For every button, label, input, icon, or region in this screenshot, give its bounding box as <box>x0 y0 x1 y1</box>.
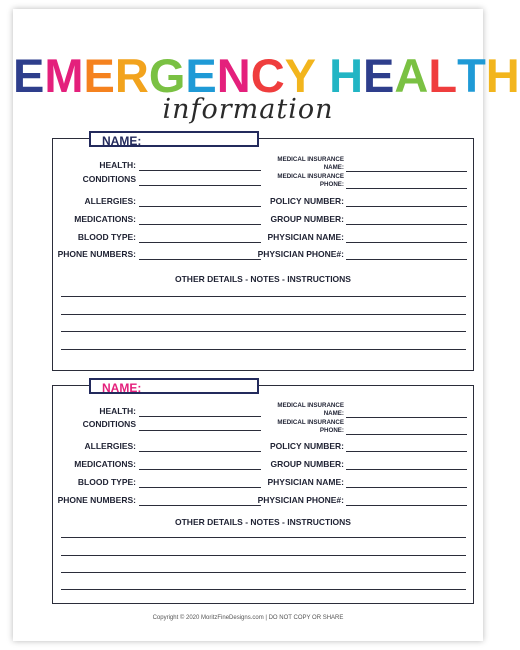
title-letter: Y <box>284 49 317 102</box>
policy-number-line[interactable] <box>346 451 467 452</box>
title-letter: T <box>457 49 486 102</box>
allergies-line[interactable] <box>139 206 261 207</box>
notes-title: OTHER DETAILS - NOTES - INSTRUCTIONS <box>175 517 351 527</box>
page-title <box>13 49 520 102</box>
notes-line-3[interactable] <box>61 331 466 332</box>
notes-line-1[interactable] <box>61 296 466 297</box>
title-letter: H <box>329 49 364 102</box>
physician-name-label: PHYSICIAN NAME: <box>267 232 344 242</box>
blood-type-line[interactable] <box>139 242 261 243</box>
medications-label: MEDICATIONS: <box>74 459 136 469</box>
notes-line-2[interactable] <box>61 555 466 556</box>
title-letter: E <box>363 49 395 102</box>
notes-line-1[interactable] <box>61 537 466 538</box>
med-insurance-name-label-2: NAME: <box>323 164 344 171</box>
notes-line-2[interactable] <box>61 314 466 315</box>
health-line-2[interactable] <box>139 430 261 431</box>
med-insurance-name-label-1: MEDICAL INSURANCE <box>277 156 344 163</box>
med-insurance-name-label-1: MEDICAL INSURANCE <box>277 402 344 409</box>
policy-number-label: POLICY NUMBER: <box>270 441 344 451</box>
physician-phone-line[interactable] <box>346 259 467 260</box>
physician-name-label: PHYSICIAN NAME: <box>267 477 344 487</box>
health-label: HEALTH: <box>99 406 136 416</box>
policy-number-line[interactable] <box>346 206 467 207</box>
title-letter: E <box>185 49 217 102</box>
title-letter: E <box>13 49 45 102</box>
notes-line-4[interactable] <box>61 589 466 590</box>
title-letter: M <box>44 49 84 102</box>
phone-numbers-line[interactable] <box>139 259 261 260</box>
group-number-line[interactable] <box>346 224 467 225</box>
med-insurance-name-line[interactable] <box>346 171 467 172</box>
form-sheet <box>13 9 520 641</box>
medications-label: MEDICATIONS: <box>74 214 136 224</box>
name-field-2[interactable]: NAME: <box>89 378 259 394</box>
med-insurance-phone-line[interactable] <box>346 188 467 189</box>
title-letter: A <box>394 49 429 102</box>
conditions-label: CONDITIONS <box>82 419 136 429</box>
physician-phone-label: PHYSICIAN PHONE#: <box>257 249 344 259</box>
name-field-1[interactable]: NAME: <box>89 131 259 147</box>
copyright-footer: Copyright © 2020 MoritzFineDesigns.com | DO NOT COPY OR SHARE <box>152 615 344 621</box>
physician-name-line[interactable] <box>346 487 467 488</box>
blood-type-label: BLOOD TYPE: <box>77 232 136 242</box>
allergies-label: ALLERGIES: <box>84 441 136 451</box>
blood-type-line[interactable] <box>139 487 261 488</box>
med-insurance-name-label-2: NAME: <box>323 410 344 417</box>
medications-line[interactable] <box>139 469 261 470</box>
physician-name-line[interactable] <box>346 242 467 243</box>
title-letter: E <box>83 49 115 102</box>
health-line-1[interactable] <box>139 416 261 417</box>
title-letter: H <box>485 49 520 102</box>
title-letter: G <box>148 49 186 102</box>
policy-number-label: POLICY NUMBER: <box>270 196 344 206</box>
allergies-label: ALLERGIES: <box>84 196 136 206</box>
person-card-2 <box>52 381 474 604</box>
health-line-1[interactable] <box>139 170 261 171</box>
notes-line-3[interactable] <box>61 572 466 573</box>
health-label: HEALTH: <box>99 160 136 170</box>
phone-numbers-label: PHONE NUMBERS: <box>57 495 136 505</box>
notes-line-4[interactable] <box>61 349 466 350</box>
phone-numbers-label: PHONE NUMBERS: <box>57 249 136 259</box>
med-insurance-phone-label-2: PHONE: <box>319 427 344 434</box>
page-subtitle: information <box>162 94 334 125</box>
medications-line[interactable] <box>139 224 261 225</box>
title-letter <box>316 53 329 99</box>
title-letter: C <box>250 49 285 102</box>
phone-numbers-line[interactable] <box>139 505 261 506</box>
person-card-1 <box>52 134 474 371</box>
health-line-2[interactable] <box>139 185 261 186</box>
group-number-line[interactable] <box>346 469 467 470</box>
med-insurance-name-line[interactable] <box>346 417 467 418</box>
title-letter: L <box>428 49 458 102</box>
notes-title: OTHER DETAILS - NOTES - INSTRUCTIONS <box>175 274 351 284</box>
title-letter: R <box>114 49 149 102</box>
group-number-label: GROUP NUMBER: <box>270 459 344 469</box>
title-letter: N <box>216 49 251 102</box>
med-insurance-phone-line[interactable] <box>346 434 467 435</box>
med-insurance-phone-label-1: MEDICAL INSURANCE <box>277 419 344 426</box>
blood-type-label: BLOOD TYPE: <box>77 477 136 487</box>
med-insurance-phone-label-1: MEDICAL INSURANCE <box>277 173 344 180</box>
physician-phone-line[interactable] <box>346 505 467 506</box>
physician-phone-label: PHYSICIAN PHONE#: <box>257 495 344 505</box>
group-number-label: GROUP NUMBER: <box>270 214 344 224</box>
med-insurance-phone-label-2: PHONE: <box>319 181 344 188</box>
allergies-line[interactable] <box>139 451 261 452</box>
conditions-label: CONDITIONS <box>82 174 136 184</box>
